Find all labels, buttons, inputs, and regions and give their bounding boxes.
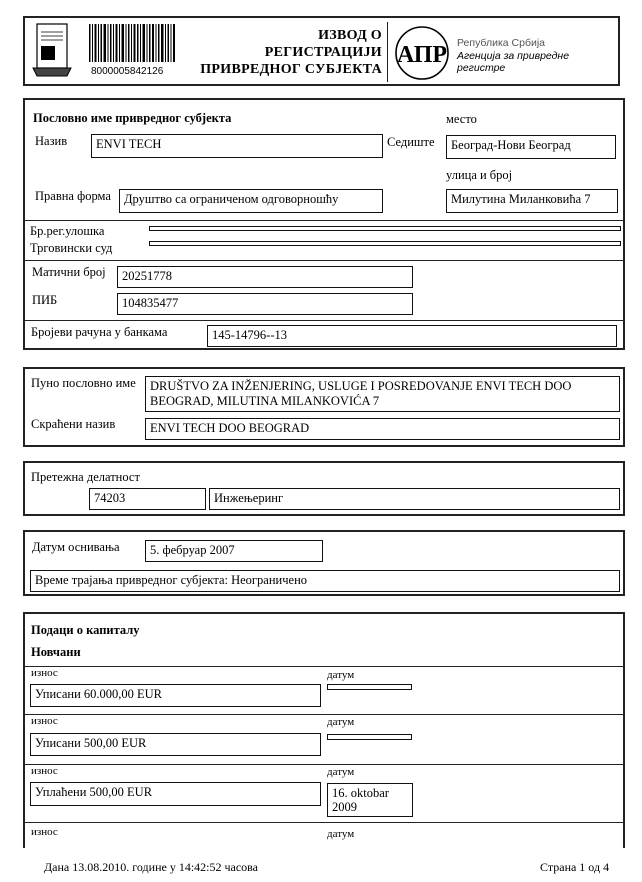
activity-label: Претежна делатност bbox=[31, 470, 140, 484]
reg-insert-label: Бр.рег.улошка bbox=[30, 224, 105, 238]
divider-3 bbox=[25, 320, 623, 321]
capital-divider-1 bbox=[25, 666, 623, 667]
street-label: улица и број bbox=[446, 168, 513, 182]
agency-name: Агенција за привредне регистре bbox=[457, 50, 570, 74]
company-section-title: Пословно име привредног субјекта bbox=[33, 111, 232, 125]
capital-date-field bbox=[327, 684, 412, 690]
capital-title: Подаци о капиталу bbox=[31, 623, 140, 637]
capital-date-label: датум bbox=[327, 669, 355, 681]
capital-subtitle: Новчани bbox=[31, 645, 81, 659]
document-stamp-icon bbox=[31, 22, 75, 80]
barcode bbox=[89, 24, 175, 62]
capital-date-field bbox=[327, 734, 412, 740]
court-label: Трговински суд bbox=[30, 241, 113, 255]
header-frame bbox=[23, 16, 620, 86]
names-section bbox=[23, 367, 625, 447]
capital-amount-label: износ bbox=[31, 826, 58, 838]
footer-page-number: Страна 1 од 4 bbox=[540, 860, 610, 874]
title-line-3: ПРИВРЕДНОГ СУБЈЕКТА bbox=[200, 62, 382, 77]
legal-form-field: Друштво са ограниченом одговорношћу bbox=[119, 189, 383, 213]
place-label: место bbox=[446, 112, 477, 126]
id-number-label: Матични број bbox=[32, 265, 106, 279]
capital-amount-label: износ bbox=[31, 765, 58, 777]
agency-country: Република Србија bbox=[457, 37, 546, 49]
street-field: Милутина Миланковића 7 bbox=[446, 189, 618, 213]
bank-accounts-field: 145-14796--13 bbox=[207, 325, 617, 347]
divider-2 bbox=[25, 260, 623, 261]
name-label: Назив bbox=[35, 134, 68, 148]
id-number-field: 20251778 bbox=[117, 266, 413, 288]
capital-divider-4 bbox=[25, 822, 623, 823]
apr-logo-letters: АПР bbox=[396, 42, 448, 68]
capital-amount-label: износ bbox=[31, 715, 58, 727]
capital-divider-2 bbox=[25, 714, 623, 715]
founding-section bbox=[23, 530, 625, 596]
footer-timestamp: Дана 13.08.2010. године у 14:42:52 часова bbox=[44, 860, 259, 874]
activity-name-field: Инжењеринг bbox=[209, 488, 620, 510]
reg-insert-field bbox=[149, 226, 621, 231]
apr-logo bbox=[393, 24, 451, 82]
header-divider bbox=[387, 22, 388, 82]
activity-section bbox=[23, 461, 625, 516]
seat-label: Седиште bbox=[387, 135, 435, 149]
full-name-field: DRUŠTVO ZA INŽENJERING, USLUGE I POSREDOVANJE ENVI TECH DOO BEOGRAD, MILUTINA MILANKOVIĆA 7 bbox=[145, 376, 620, 412]
document-title bbox=[190, 27, 382, 78]
name-field: ENVI TECH bbox=[91, 134, 383, 158]
barcode-number: 8000005842126 bbox=[91, 66, 164, 77]
capital-amount-field: Уписани 60.000,00 EUR bbox=[30, 684, 321, 707]
title-line-2: РЕГИСТРАЦИЈИ bbox=[264, 45, 382, 60]
short-name-field: ENVI TECH DOO BEOGRAD bbox=[145, 418, 620, 440]
tax-id-field: 104835477 bbox=[117, 293, 413, 315]
capital-date-field: 16. oktobar 2009 bbox=[327, 783, 413, 817]
capital-divider-3 bbox=[25, 764, 623, 765]
full-name-label: Пуно пословно име bbox=[31, 376, 136, 390]
legal-form-label: Правна форма bbox=[35, 189, 111, 203]
company-section bbox=[23, 98, 625, 350]
court-field bbox=[149, 241, 621, 246]
founding-date-field: 5. фебруар 2007 bbox=[145, 540, 323, 562]
capital-date-label: датум bbox=[327, 716, 355, 728]
bank-accounts-label: Бројеви рачуна у банкама bbox=[31, 325, 168, 339]
founding-date-label: Датум оснивања bbox=[32, 540, 120, 554]
capital-date-label: датум bbox=[327, 828, 355, 840]
capital-date-label: датум bbox=[327, 766, 355, 778]
title-line-1: ИЗВОД О bbox=[318, 28, 382, 43]
barcode-icon bbox=[89, 24, 175, 62]
activity-code-field: 74203 bbox=[89, 488, 206, 510]
place-field: Београд-Нови Београд bbox=[446, 135, 616, 159]
short-name-label: Скраћени назив bbox=[31, 417, 116, 431]
apr-logo-icon bbox=[393, 24, 451, 82]
duration-field: Време трајања привредног субјекта: Неограничено bbox=[30, 570, 620, 592]
capital-section bbox=[23, 612, 625, 848]
tax-id-label: ПИБ bbox=[32, 293, 58, 307]
capital-amount-label: износ bbox=[31, 667, 58, 679]
divider-1 bbox=[25, 220, 623, 221]
capital-amount-field: Уплаћени 500,00 EUR bbox=[30, 782, 321, 806]
capital-amount-field: Уписани 500,00 EUR bbox=[30, 733, 321, 756]
